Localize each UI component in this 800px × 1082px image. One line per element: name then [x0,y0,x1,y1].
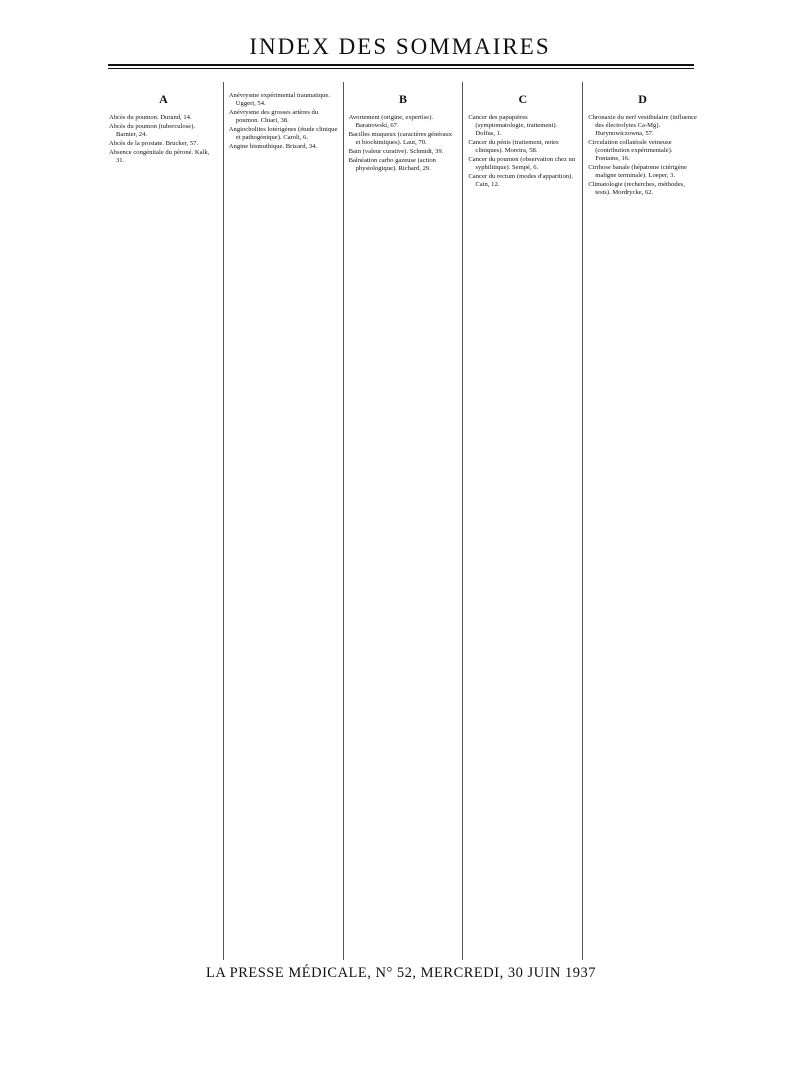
index-column-3 [344,82,464,960]
section-letter: C [518,92,528,106]
index-entry: Chronaxie du nerf vestibulaire (influence des électrolytes Ca-Mg). Hurynowiczowna, 57. [588,114,697,137]
index-entry: Abcès de la prostate. Brucker, 57. [109,140,199,147]
index-entry: Cancer des papupières (symptomatologie, traitement). Dolfus, 1. [468,114,558,137]
index-entry: Abcès du poumon (tuberculose). Barnier, 24. [109,123,196,138]
index-entry: Cancer du poumon (observation chez un syphilitique). Sempé, 6. [468,156,576,171]
index-entry: Climatologie (recherches, méthodes, tests). Mordrycke, 62. [588,181,685,196]
page-title: INDEX DES SOMMAIRES [249,34,551,59]
index-columns [104,82,702,960]
index-entry: Absence congénitale du péroné. Kalk, 31. [109,149,210,164]
index-column-5 [583,82,702,960]
index-column-2 [224,82,344,960]
section-letter: D [638,92,647,106]
index-column-1 [104,82,224,960]
title-rule [108,64,694,66]
index-entry: Avortement (origine, expertise). Baranowski, 67. [348,114,434,129]
index-entry: Bacilles muqueux (caractères généraux et biochimiques). Laut, 70. [348,131,453,146]
index-entry: Anévrysme des grosses artères du poumon. Chiari, 38. [228,109,319,124]
index-entry: Angine bismuthique. Brizard, 34. [228,143,318,150]
index-entry: Cancer du pénis (traitement, notes cliniques). Moreira, 58. [468,139,559,154]
index-column-4 [463,82,583,960]
section-letter: B [398,92,407,106]
section-letter: A [159,92,168,106]
index-entry: Cancer du rectum (modes d'apparition). Cain, 12. [468,173,574,188]
index-entry: Bain (valeur curative). Schmidt, 39. [348,148,444,155]
index-entry: Cirrhose banale (hépatome ictérigène maligne terminale). Loeper, 3. [588,164,687,179]
index-entry: Circulation collatérale veineuse (contribution expérimentale). Fontaine, 16. [588,139,673,162]
index-entry: Anévrysme expérimental traumatique. Uggeri, 54. [228,92,331,107]
page-footer: LA PRESSE MÉDICALE, N° 52, MERCREDI, 30 JUIN 1937 [206,965,596,981]
index-entry: Abcès du poumon. Durand, 14. [109,114,192,121]
title-rule-thin [108,68,694,69]
index-entry: Balnéation carbo gazeuse (action physiologique). Richard, 29. [348,157,436,172]
index-entry: Angiocholites lotérigènes (étude clinique et pathogénique). Caroli, 6. [228,126,338,141]
